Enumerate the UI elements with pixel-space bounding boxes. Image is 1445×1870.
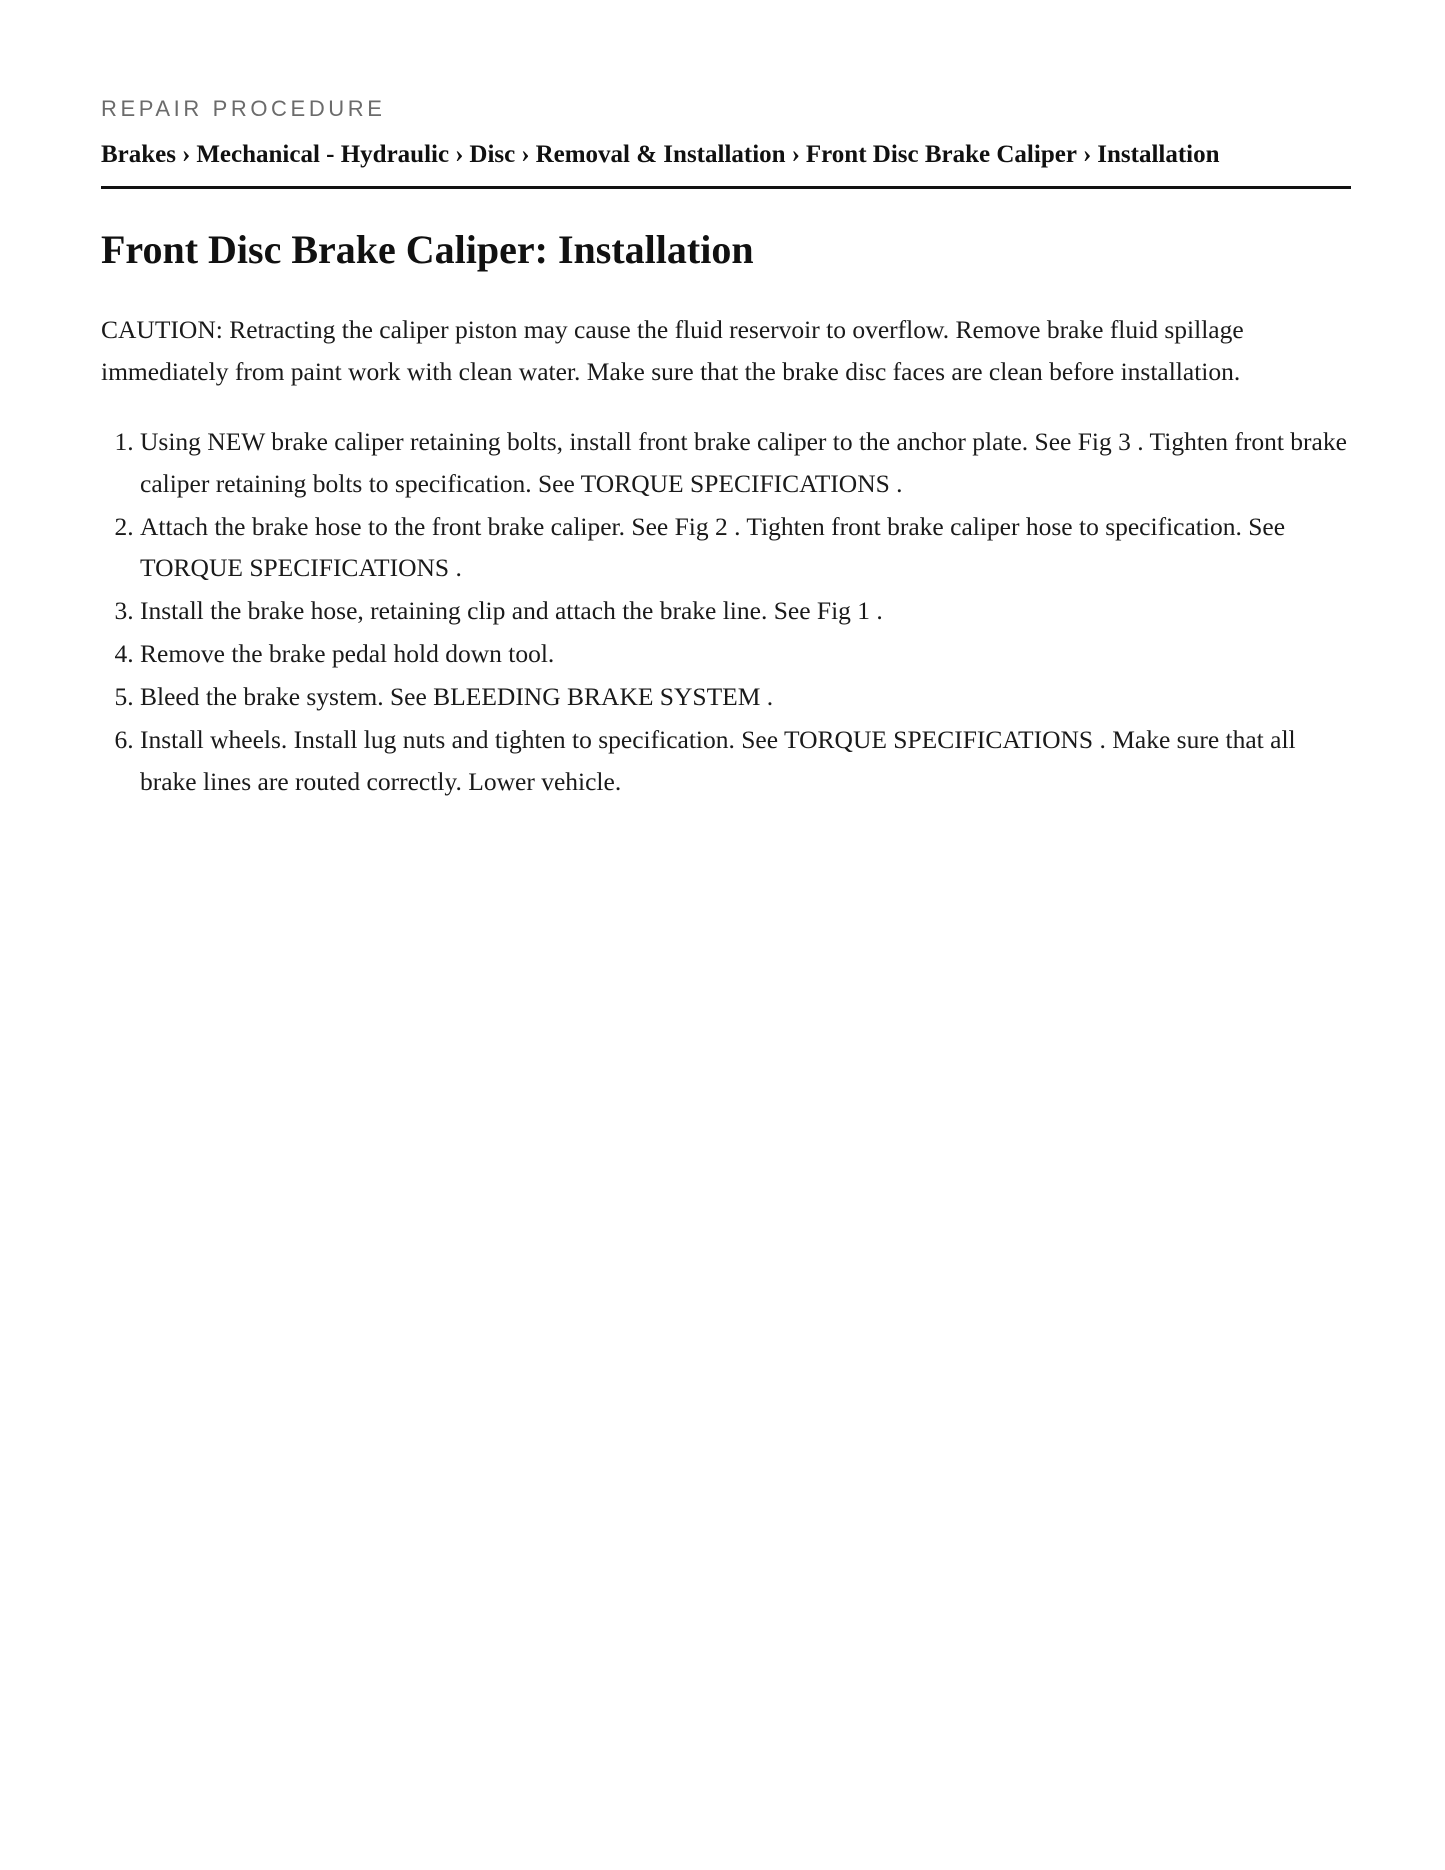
step-item: 2. Attach the brake hose to the front brake caliper. See Fig 2 . Tighten front brake caliper hose to specification. See TORQUE SPECIFICATIONS . [140,506,1351,589]
header-divider [101,186,1351,189]
caution-note: CAUTION: Retracting the caliper piston may cause the fluid reservoir to overflow. Remove brake fluid spillage immediately from paint work with clean water. Make sure that the brake disc faces are clean before installation. [101,315,1244,386]
step-item: 1. Using NEW brake caliper retaining bolts, install front brake caliper to the anchor plate. See Fig 3 . Tighten front brake caliper retaining bolts to specification. See TORQUE SPECIFICATIONS . [140,421,1351,504]
breadcrumb-item-removal-installation[interactable]: Removal & Installation [535,141,786,168]
breadcrumb [101,138,1351,172]
breadcrumb-separator: › [455,141,464,168]
breadcrumb-item-front-disc-brake-caliper[interactable]: Front Disc Brake Caliper [805,141,1077,168]
step-item: 3. Install the brake hose, retaining clip and attach the brake line. See Fig 1 . [140,590,1351,632]
breadcrumb-item-mechanical-hydraulic[interactable]: Mechanical - Hydraulic [196,141,450,168]
document-page [101,94,1351,804]
breadcrumb-separator: › [791,141,800,168]
step-item: 4. Remove the brake pedal hold down tool. [140,633,1351,675]
breadcrumb-item-brakes[interactable]: Brakes [101,141,176,168]
breadcrumb-separator: › [182,141,191,168]
breadcrumb-item-disc[interactable]: Disc [469,141,516,168]
procedure-steps [101,421,1351,802]
page-title: Front Disc Brake Caliper: Installation [101,227,754,272]
step-item: 5. Bleed the brake system. See BLEEDING BRAKE SYSTEM . [140,676,1351,718]
step-item: 6. Install wheels. Install lug nuts and tighten to specification. See TORQUE SPECIFICATIONS . Make sure that all brake lines are routed correctly. Lower vehicle. [140,719,1351,802]
breadcrumb-separator: › [1082,141,1092,168]
breadcrumb-item-installation: Installation [1097,141,1220,168]
breadcrumb-separator: › [521,141,530,168]
section-eyebrow: REPAIR PROCEDURE [101,96,386,121]
